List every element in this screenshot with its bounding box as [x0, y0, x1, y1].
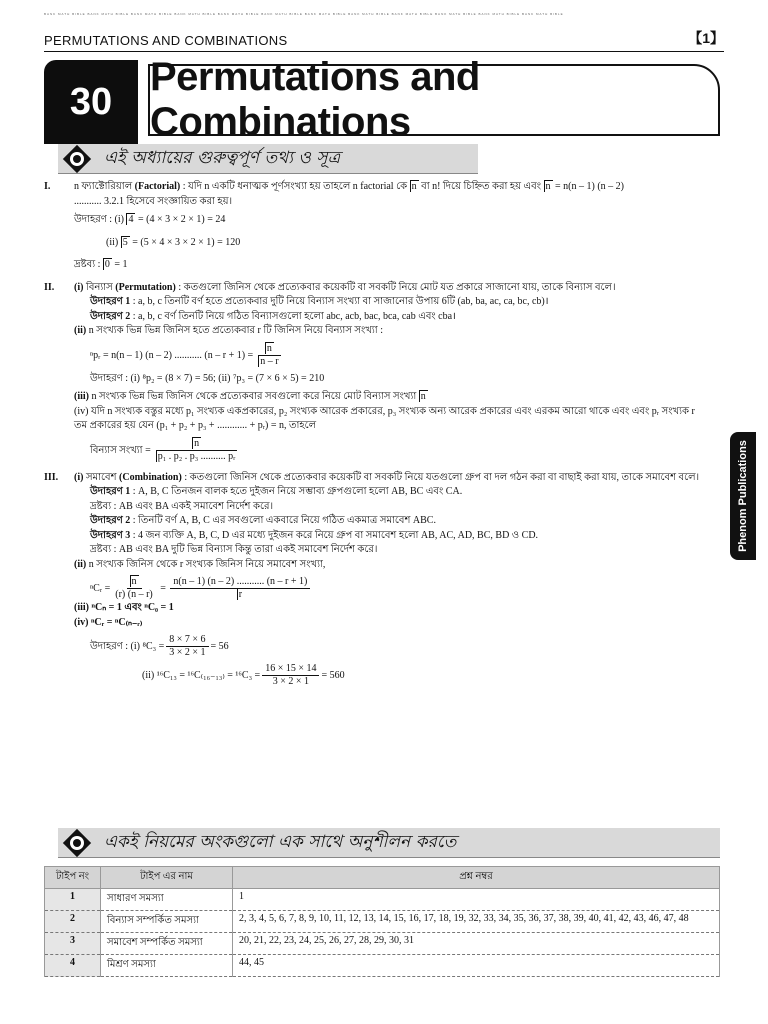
- text: : যদি n একটি ধনাত্মক পূর্ণসংখ্যা হয় তাহলে n factorial কে: [180, 181, 410, 192]
- text: : a, b, c বর্ণ তিনটি নিয়ে গঠিত বিন্যাসগুলো হলো abc, acb, bac, bca, cab এবং cba।: [130, 310, 456, 322]
- type-name: বিন্যাস সম্পর্কিত সমস্যা: [101, 911, 233, 933]
- sub-label: (i): [74, 471, 84, 483]
- text: ⁿCₙ = 1 এবং ⁿC₀ = 1: [89, 602, 174, 613]
- formula-text: উদাহরণ : (i) ⁸C₃ =: [90, 640, 165, 652]
- text: n সংখ্যক ভিন্ন ভিন্ন জিনিস হতে প্রত্যেকবার r টি জিনিস নিয়ে বিন্যাস সংখ্যা :: [86, 325, 383, 336]
- text: : কতগুলো জিনিস থেকে প্রত্যেকবার কয়েকটি বা সবকটি নিয়ে মোট যত প্রকারে সাজানো যায়, তাকে বিন্যাস বলে।: [175, 281, 616, 293]
- text: উদাহরণ : (i): [74, 214, 127, 225]
- chapter-banner: [44, 55, 720, 144]
- item-number: II.: [44, 281, 55, 293]
- text-line: [44, 558, 724, 573]
- text: বিন্যাস: [85, 281, 116, 293]
- chapter-number: 30: [44, 60, 138, 144]
- table-row: [45, 911, 720, 933]
- text: : A, B, C তিনজন বালক হতে দুইজন নিয়ে সম্ভাব্য গ্রুপগুলো হলো AB, BC এবং CA.: [130, 486, 463, 497]
- combination-block: [44, 471, 724, 486]
- denominator: n – r: [260, 355, 279, 367]
- sub-label: (ii): [74, 558, 87, 570]
- denominator: p₁ . p₂ . p₃ .......... pᵣ: [157, 450, 236, 462]
- running-title: PERMUTATIONS AND COMBINATIONS: [44, 33, 288, 48]
- text: : 4 জন ব্যক্তি A, B, C, D এর মধ্যে দুইজন করে নিয়ে গ্রুপ বা সমাবেশ হলো AB, AC, AD, BC, BD ও CD.: [130, 529, 539, 541]
- text-line: [44, 390, 724, 405]
- formula-combination: ⁿCᵣ = $\frac{n}{(r) (n - r)}$ = $\frac{n(n - 1) (n - 2) ........... (n - r + 1)}{r}$: [44, 576, 724, 601]
- text: : তিনটি বর্ণ A, B, C এর সবগুলো একবারে নিয়ে গঠিত একমাত্র সমাবেশ ABC.: [130, 515, 436, 526]
- column-header: প্রশ্ন নম্বর: [233, 867, 720, 889]
- formula-multiset-permutation: [44, 438, 724, 463]
- type-number: 2: [45, 911, 101, 933]
- example-label: উদাহরণ 2: [90, 515, 131, 526]
- top-watermark-strip: BANK MATH BIBLE BANK MATH BIBLE BANK MATH BIBLE BANK MATH BIBLE BANK MATH BIBLE BANK MATH BIBLE BANK MATH BIBLE BANK MATH BIBLE BANK MATH BIBLE BANK MATH BIBLE BANK MATH BIBLE BANK MATH BIBLE: [44, 12, 564, 16]
- text-line: [44, 405, 724, 434]
- page-number: 【1】: [688, 30, 724, 46]
- example-line: [44, 485, 724, 500]
- sub-label: (ii): [74, 325, 87, 336]
- example-label: উদাহরণ 2: [90, 310, 131, 322]
- factorial-symbol: 4: [128, 214, 134, 225]
- section-title: একই নিয়মের অংকগুলো এক সাথে অনুশীলন করতে: [104, 831, 457, 852]
- example-line: [44, 295, 724, 310]
- question-numbers: 44, 45: [233, 955, 720, 977]
- type-name: সাধারণ সমস্যা: [101, 889, 233, 911]
- formula-text: (ii) ¹⁶C₁₃ = ¹⁶C₍₁₆₋₁₃₎ = ¹⁶C₃ =: [142, 669, 261, 681]
- text: বা n! দিয়ে চিহ্নিত করা হয় এবং: [418, 181, 544, 192]
- formula-text: ⁿCᵣ =: [90, 582, 111, 594]
- example-line: [44, 213, 724, 228]
- text: n সংখ্যক জিনিস থেকে r সংখ্যক জিনিস নিয়ে সমাবেশ সংখ্যা,: [86, 558, 326, 570]
- example-label: উদাহরণ 1: [90, 486, 131, 497]
- question-numbers: 1: [233, 889, 720, 911]
- text-line: ........... 3.2.1 হিসেবে সংজ্ঞায়িত করা হয়।: [74, 195, 233, 207]
- fraction: [170, 576, 310, 601]
- example-line: [44, 663, 724, 688]
- numerator: n: [194, 437, 200, 449]
- factorial-symbol: 0: [104, 259, 110, 270]
- ornament-icon: [60, 826, 94, 860]
- text-line: [44, 616, 724, 631]
- factorial-symbol: 5: [122, 236, 128, 248]
- example-line: [44, 514, 724, 529]
- factorial-block: [44, 180, 724, 195]
- term: (Permutation): [115, 281, 176, 293]
- main-content: [44, 180, 724, 688]
- text: যদি n সংখ্যক বস্তুর মধ্যে p₁ সংখ্যক একপ্রকারের, p₂ সংখ্যক আরেক প্রকারের, p₃ সংখ্যক অন্য আরেক প্রকারের এবং এরকম আরো থাকে এবং এবং pᵣ সংখ্যক r তম প্রকারের হয় যেন (p₁ + p₂ + p₃ + ............ + pᵣ) = n, তাহলে: [74, 405, 695, 431]
- numerator: n(n – 1) (n – 2) ........... (n – r + 1): [170, 576, 310, 589]
- sub-label: (iv): [74, 405, 89, 417]
- example-line: [44, 529, 724, 544]
- result: = 560: [321, 669, 345, 681]
- permutation-block: [44, 281, 724, 296]
- item-number: I.: [44, 181, 51, 192]
- type-number: 4: [45, 955, 101, 977]
- sub-label: (iv): [74, 616, 89, 628]
- chapter-title: Permutations and Combinations: [148, 64, 720, 136]
- result: = 56: [210, 640, 229, 652]
- example-label: উদাহরণ 3: [90, 529, 131, 541]
- text-line: [44, 324, 724, 339]
- note-line: দ্রষ্টব্য : AB এবং BA দুটি ভিন্ন বিন্যাস কিন্তু তারা একই সমাবেশ নির্দেশ করে।: [90, 544, 378, 555]
- type-name: মিশ্রণ সমস্যা: [101, 955, 233, 977]
- formula-text: বিন্যাস সংখ্যা =: [90, 444, 151, 456]
- text: : a, b, c তিনটি বর্ণ হতে প্রত্যেকবার দুটি নিয়ে বিন্যাস সংখ্যা বা সাজানোর উপায় 6টি (ab, ba, ac, ca, bc, cb)।: [130, 296, 549, 307]
- text-line: [44, 601, 724, 616]
- side-tab: [730, 432, 756, 560]
- fraction: [255, 343, 283, 368]
- running-header: [44, 22, 724, 52]
- factorial-symbol: n: [545, 181, 551, 192]
- numerator: n: [131, 576, 137, 587]
- sub-label: (iii): [74, 602, 89, 613]
- numerator: 16 × 15 × 14: [262, 663, 319, 676]
- text: = n(n – 1) (n – 2): [552, 181, 625, 192]
- ornament-icon: [60, 142, 94, 176]
- example-line: [44, 236, 724, 251]
- text: : কতগুলো জিনিস থেকে প্রত্যেকবার কয়েকটি বা সবকটি নিয়ে যতগুলো গ্রুপ বা দল গঠন করা বা বাছাই করা যায়, তাকে সমাবেশ বলে।: [181, 471, 700, 483]
- factorial-symbol: n: [411, 181, 417, 192]
- item-number: III.: [44, 471, 59, 483]
- text: = (5 × 4 × 3 × 2 × 1) = 120: [129, 236, 241, 248]
- section-heading-key-facts: [58, 144, 478, 174]
- type-number: 1: [45, 889, 101, 911]
- example-line: উদাহরণ : (i) ⁸p₂ = (8 × 7) = 56; (ii) ⁷p₃ = (7 × 6 × 5) = 210: [90, 372, 325, 384]
- text: n ফ্যাক্টোরিয়াল: [74, 181, 135, 192]
- table-row: [45, 955, 720, 977]
- sub-label: (i): [74, 281, 84, 293]
- example-label: উদাহরণ 1: [90, 296, 131, 307]
- sub-label: (iii): [74, 391, 89, 402]
- denominator: 3 × 2 × 1: [169, 647, 206, 658]
- fraction: [153, 438, 241, 463]
- numerator: 8 × 7 × 6: [166, 634, 208, 647]
- fraction: [262, 663, 319, 688]
- numerator: n: [266, 342, 272, 354]
- section-title: এই অধ্যায়ের গুরুত্বপূর্ণ তথ্য ও সূত্র: [104, 147, 341, 168]
- term: (Factorial): [134, 181, 181, 192]
- problem-type-table: [44, 866, 720, 977]
- table-row: [45, 933, 720, 955]
- question-numbers: 2, 3, 4, 5, 6, 7, 8, 9, 10, 11, 12, 13, 14, 15, 16, 17, 18, 19, 32, 33, 34, 35, 36, 37, 38, 39, 40, 41, 42, 43, 46, 47, 48: [233, 911, 720, 933]
- text: (ii): [106, 236, 121, 248]
- denominator: r: [238, 589, 243, 600]
- formula-text: ⁿpᵣ = n(n – 1) (n – 2) ........... (n – r + 1) =: [90, 349, 254, 361]
- example-line: [44, 634, 724, 659]
- denominator: (r) (n – r): [115, 589, 153, 600]
- denominator: 3 × 2 × 1: [272, 676, 309, 687]
- table-header-row: [45, 867, 720, 889]
- factorial-symbol: n: [420, 391, 426, 402]
- type-number: 3: [45, 933, 101, 955]
- side-tab-label: Phenom Publications: [737, 440, 750, 552]
- text: দ্রষ্টব্য :: [74, 259, 103, 270]
- note-line: দ্রষ্টব্য : AB এবং BA একই সমাবেশ নির্দেশ করে।: [90, 500, 274, 512]
- note-line: [44, 258, 724, 273]
- type-name: সমাবেশ সম্পর্কিত সমস্যা: [101, 933, 233, 955]
- term: (Combination): [119, 471, 182, 483]
- text: সমাবেশ: [85, 471, 120, 483]
- text: ⁿCᵣ = ⁿC₍ₙ₋ᵣ₎: [88, 616, 143, 628]
- fraction: [166, 634, 208, 659]
- section-heading-practice: [58, 828, 720, 858]
- fraction: [112, 576, 155, 601]
- example-line: [44, 310, 724, 325]
- column-header: টাইপ এর নাম: [101, 867, 233, 889]
- text: = (4 × 3 × 2 × 1) = 24: [135, 214, 226, 225]
- question-numbers: 20, 21, 22, 23, 24, 25, 26, 27, 28, 29, 30, 31: [233, 933, 720, 955]
- column-header: টাইপ নং: [45, 867, 101, 889]
- table-row: [45, 889, 720, 911]
- text: = 1: [111, 259, 128, 270]
- text: n সংখ্যক ভিন্ন ভিন্ন জিনিস থেকে প্রত্যেকবার সবগুলো করে নিয়ে মোট বিন্যাস সংখ্যা: [89, 391, 419, 402]
- formula-permutation: [44, 343, 724, 368]
